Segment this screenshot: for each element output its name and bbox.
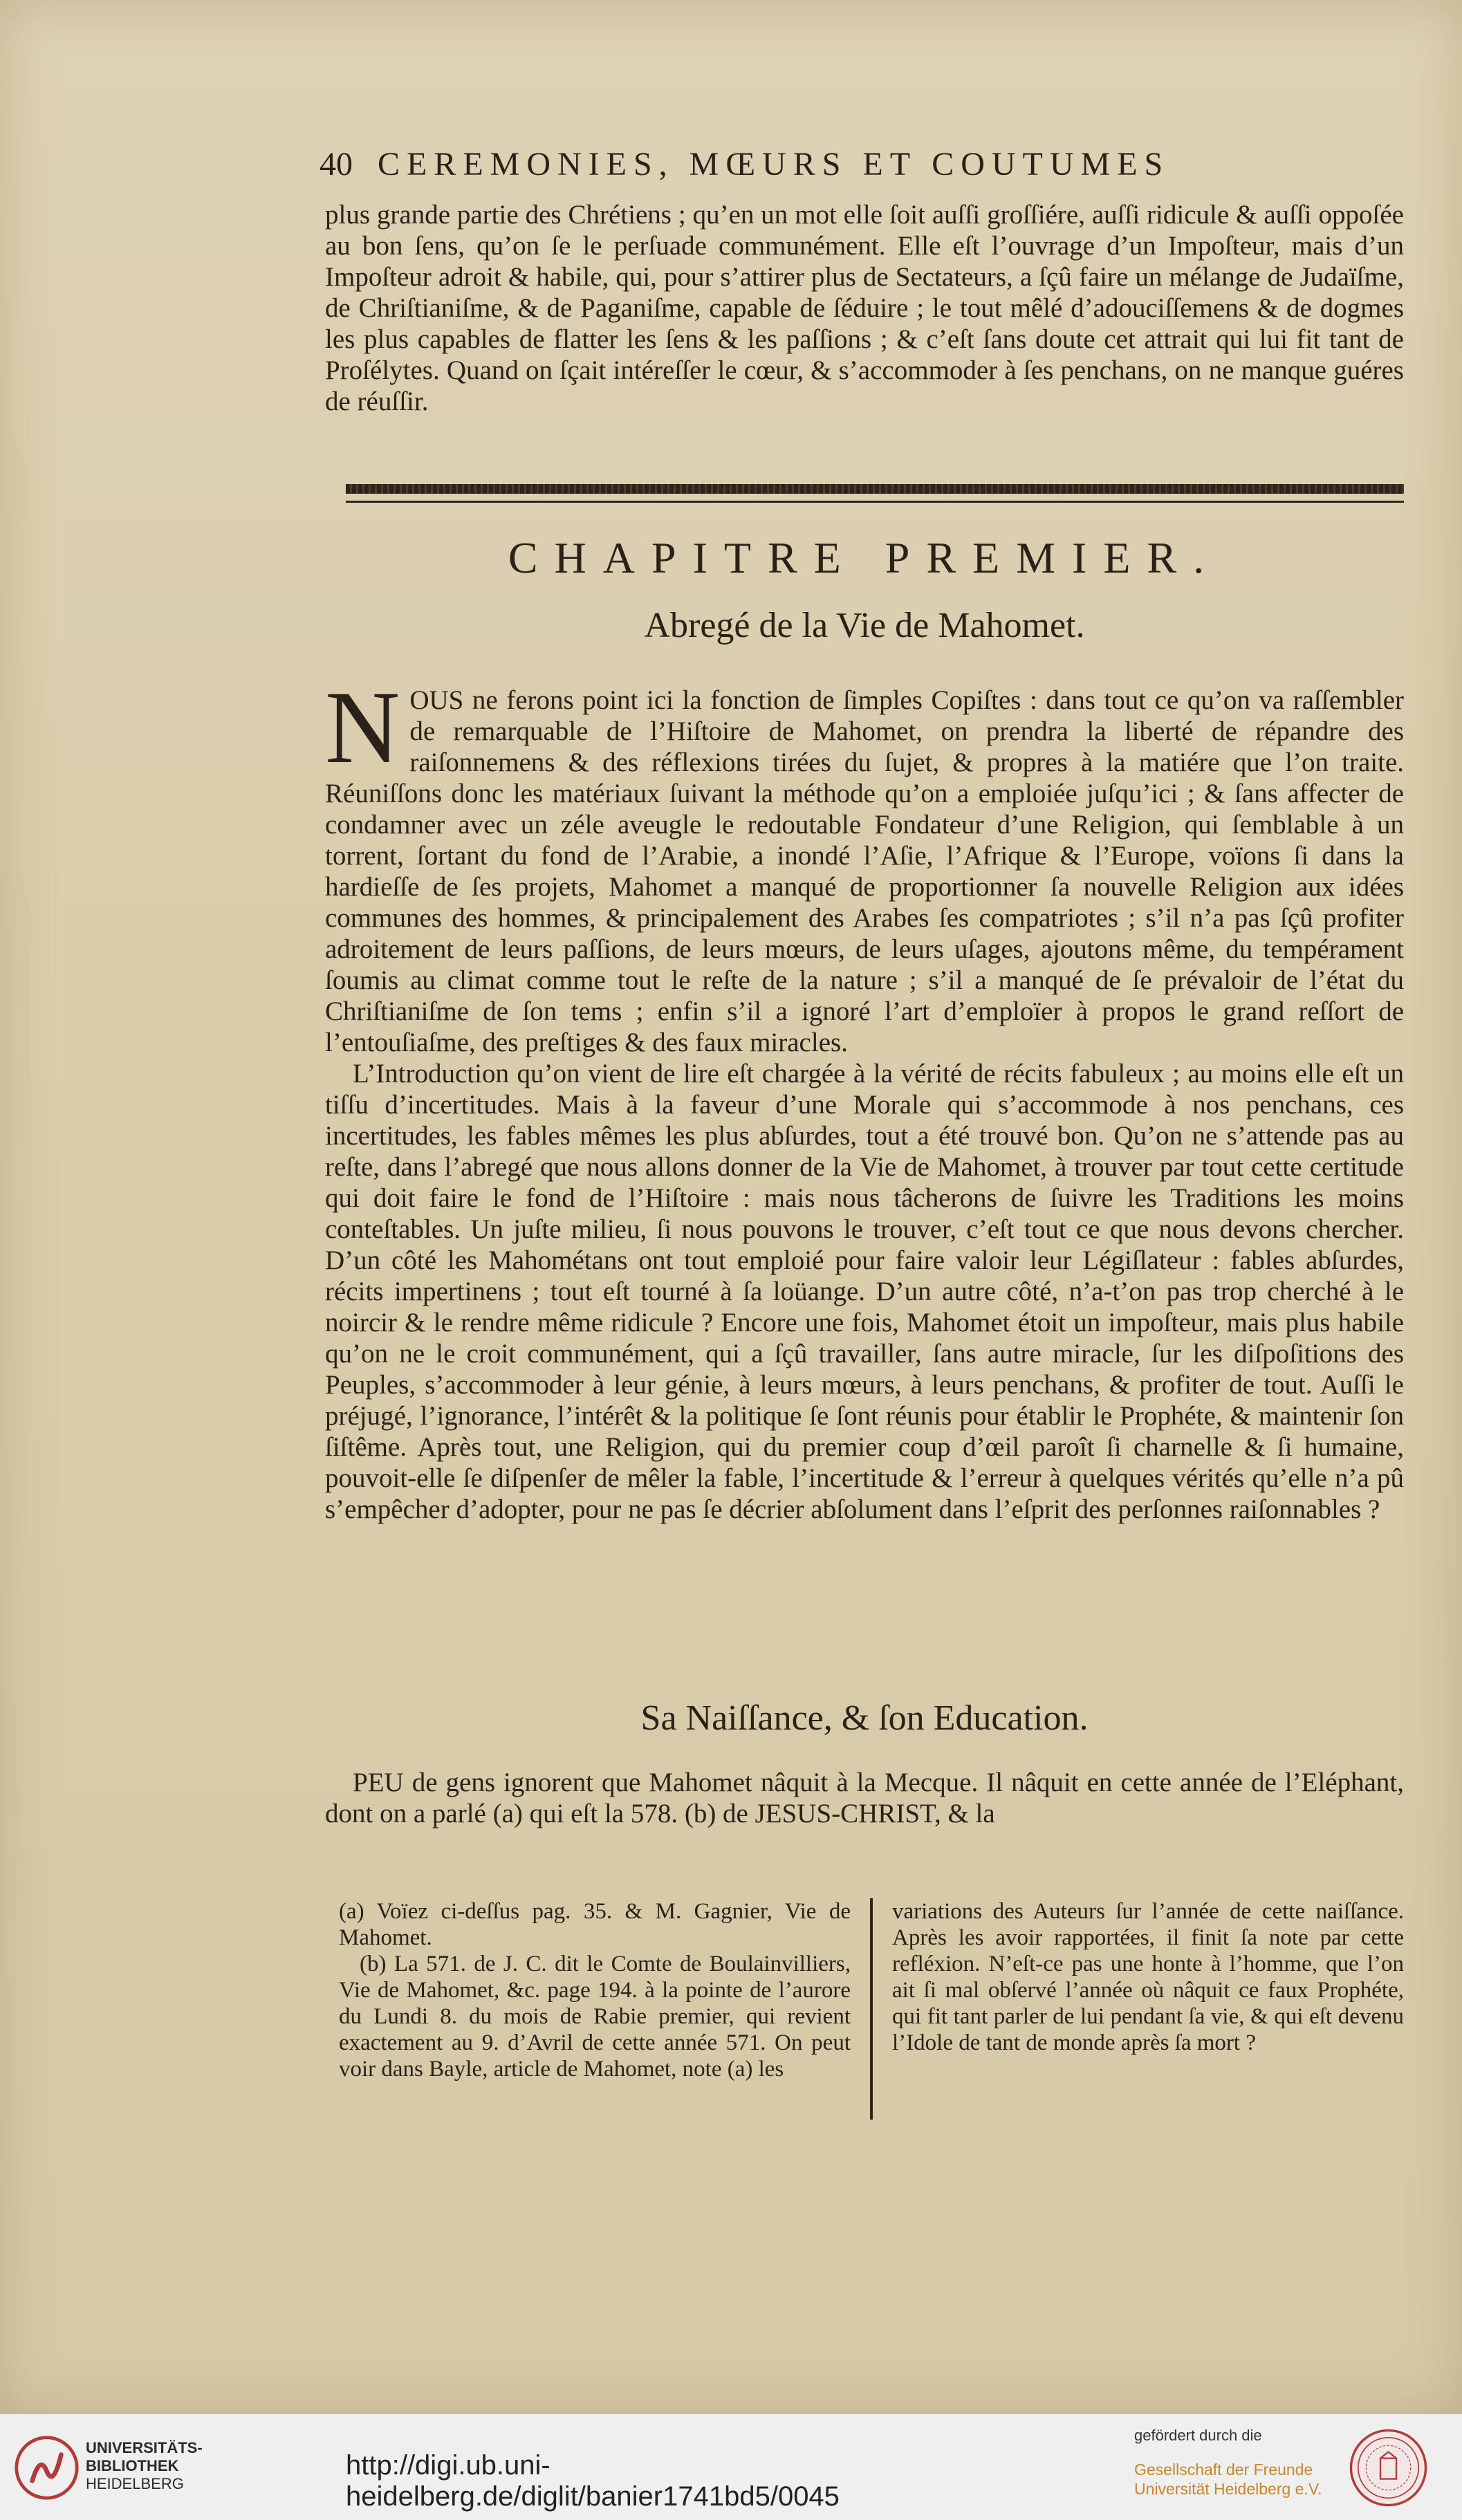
footnote-b-continued: variations des Auteurs ſur l’année de cette naiſſance. Après les avoir rapportées, il finit ſa note par cette refléxion. N’eſt-ce pas une honte à l’homme, que l’on ait ſi mal obſervé l’année où nâquit ce faux Prophéte, qui fit tant parler de lui pendant ſa vie, & qui eſt devenu l’Idole de tant de monde après ſa mort ? [892,1899,1404,2055]
library-name-line1: UNIVERSITÄTS- [86,2439,203,2456]
section-body-block [325,1767,1404,1829]
running-title: CEREMONIES, MŒURS ET COUTUMES [378,146,1170,183]
drop-cap: N [325,670,400,785]
sponsor-block [1134,2427,1342,2499]
university-seal-icon [1349,2428,1428,2508]
divider-thick-rule [346,484,1404,494]
chapter-body [325,670,1404,1525]
chapter-paragraph-1 [325,670,1404,1058]
digitization-footer [0,2414,1462,2520]
permalink-url[interactable]: http://digi.ub.uni-heidelberg.de/diglit/banier1741bd5/0045 [346,2450,840,2512]
divider-thin-rule [346,501,1404,503]
footnotes-left-column [339,1898,851,2120]
footnote-column-divider [870,1898,873,2120]
paragraph-1-text: OUS ne ferons point ici la fonction de ſimples Copiſtes : dans tout ce qu’on va raſſembler de remarquable de l’Hiſtoire de Mahomet, on prendra la liberté de répandre des raiſonnemens & des réflexions tirées du ſujet, & propres à la matiére que l’on traite. Réuniſſons donc les matériaux ſuivant la méthode qu’on a emploiée juſqu’ici ; & ſans affecter de condamner avec un zéle aveugle le redoutable Fondateur d’une Religion, qui ſemblable à un torrent, ſortant du fond de l’Arabie, a inondé l’Aſie, l’Afrique & l’Europe, voïons ſi dans la hardieſſe de ſes projets, Mahomet a manqué de proportionner ſa nouvelle Religion aux idées communes des hommes, & principalement des Arabes ſes compatriotes ; s’il n’a pas ſçû profiter adroitement de leurs paſſions, de leurs mœurs, de leurs uſages, ajoutons même, du tempérament ſoumis au climat comme tout le reſte de la nature ; s’il a manqué de ſe prévaloir de l’état du Chriſtianiſme de ſon tems ; enfin s’il a ignoré l’art d’emploïer à propos le grand reſſort de l’entouſiaſme, des preſtiges & des faux miracles. [325,685,1404,1057]
top-paragraph-block [325,199,1404,417]
library-logo-icon [14,2435,80,2501]
sponsor-org-line2: Universität Heidelberg e.V. [1134,2480,1322,2498]
section-title: Sa Naiſſance, & ſon Education. [640,1698,1089,1738]
footnote-b: (b) La 571. de J. C. dit le Comte de Boulainvilliers, Vie de Mahomet, &c. page 194. à la pointe de l’aurore du Lundi 8. du mois de Rabie premier, qui revient exactement au 9. d’Avril de cette année 571. On peut voir dans Bayle, article de Mahomet, note (a) les [339,1952,851,2082]
footnotes [339,1898,1404,2120]
footnotes-right-column [892,1898,1404,2120]
section-body: PEU de gens ignorent que Mahomet nâquit à la Mecque. Il nâquit en cette année de l’Eléphant, dont on a parlé (a) qui eſt la 578. (b) de JESUS-CHRIST, & la [325,1768,1404,1828]
chapter-subtitle: Abregé de la Vie de Mahomet. [644,606,1085,645]
running-header [320,145,1302,183]
chapter-divider [346,484,1404,503]
chapter-title: CHAPITRE PREMIER. [508,533,1221,582]
top-paragraph: plus grande partie des Chrétiens ; qu’en un mot elle ſoit auſſi groſſiére, auſſi ridicule & auſſi oppoſée au bon ſens, qu’on ſe le perſuade communément. Elle eſt l’ouvrage d’un Impoſteur, mais d’un Impoſteur adroit & habile, qui, pour s’attirer plus de Sectateurs, a ſçû faire un mélange de Judaïſme, de Chriſtianiſme, & de Paganiſme, capable de ſéduire ; le tout mêlé d’adouciſſemens & de dogmes les plus capables de flatter les ſens & les paſſions ; & c’eſt ſans doute cet attrait qui lui fit tant de Proſélytes. Quand on ſçait intéreſſer le cœur, & s’accommoder à ſes penchans, on ne manque guéres de réuſſir. [325,200,1404,416]
sponsor-org-line1: Gesellschaft der Freunde [1134,2461,1313,2479]
library-name [86,2439,203,2493]
page-number: 40 [320,146,353,183]
library-name-line2: BIBLIOTHEK [86,2457,179,2474]
footnote-a: (a) Voïez ci-deſſus pag. 35. & M. Gagnier, Vie de Mahomet. [339,1899,851,1950]
library-name-line3: HEIDELBERG [86,2475,184,2492]
chapter-paragraph-2: L’Introduction qu’on vient de lire eſt chargée à la vérité de récits fabuleux ; au moins elle eſt un tiſſu d’incertitudes. Mais à la faveur d’une Morale qui s’accommode à nos penchans, ces incertitudes, les fables mêmes les plus abſurdes, tout a été trouvé bon. Qu’on ne s’attende pas au reſte, dans l’abregé que nous allons donner de la Vie de Mahomet, à trouver par tout cette certitude qui doit faire le fond de l’Hiſtoire : mais nous tâcherons de ſuivre les Traditions les moins conteſtables. Un juſte milieu, ſi nous pouvons le trouver, c’eſt tout ce que nous devons chercher. D’un côté les Mahométans ont tout emploié pour faire valoir leur Légiſlateur : fables abſurdes, récits impertinens ; tout eſt tourné à ſa loüange. D’un autre côté, n’a-t’on pas trop cherché à le noircir & le rendre même ridicule ? Encore une fois, Mahomet étoit un impoſteur, mais plus habile qu’on ne le croit communément, qui a ſçû travailler, ſans autre miracle, ſur les diſpoſitions des Peuples, s’accommoder à leur génie, à leurs mœurs, à leurs penchans, & profiter de tout. Auſſi le préjugé, l’ignorance, l’intérêt & la politique ſe ſont réunis pour établir le Prophéte, & maintenir ſon ſiſtême. Après tout, une Religion, qui du premier coup d’œil paroît ſi charnelle & ſi humaine, pouvoit-elle ſe diſpenſer de mêler la fable, l’incertitude & l’erreur à quelques vérités qu’elle n’a pû s’empêcher d’adopter, pour ne pas ſe décrier abſolument dans l’eſprit des perſonnes raiſonnables ? [325,1059,1404,1524]
sponsor-label: gefördert durch die [1134,2427,1262,2444]
